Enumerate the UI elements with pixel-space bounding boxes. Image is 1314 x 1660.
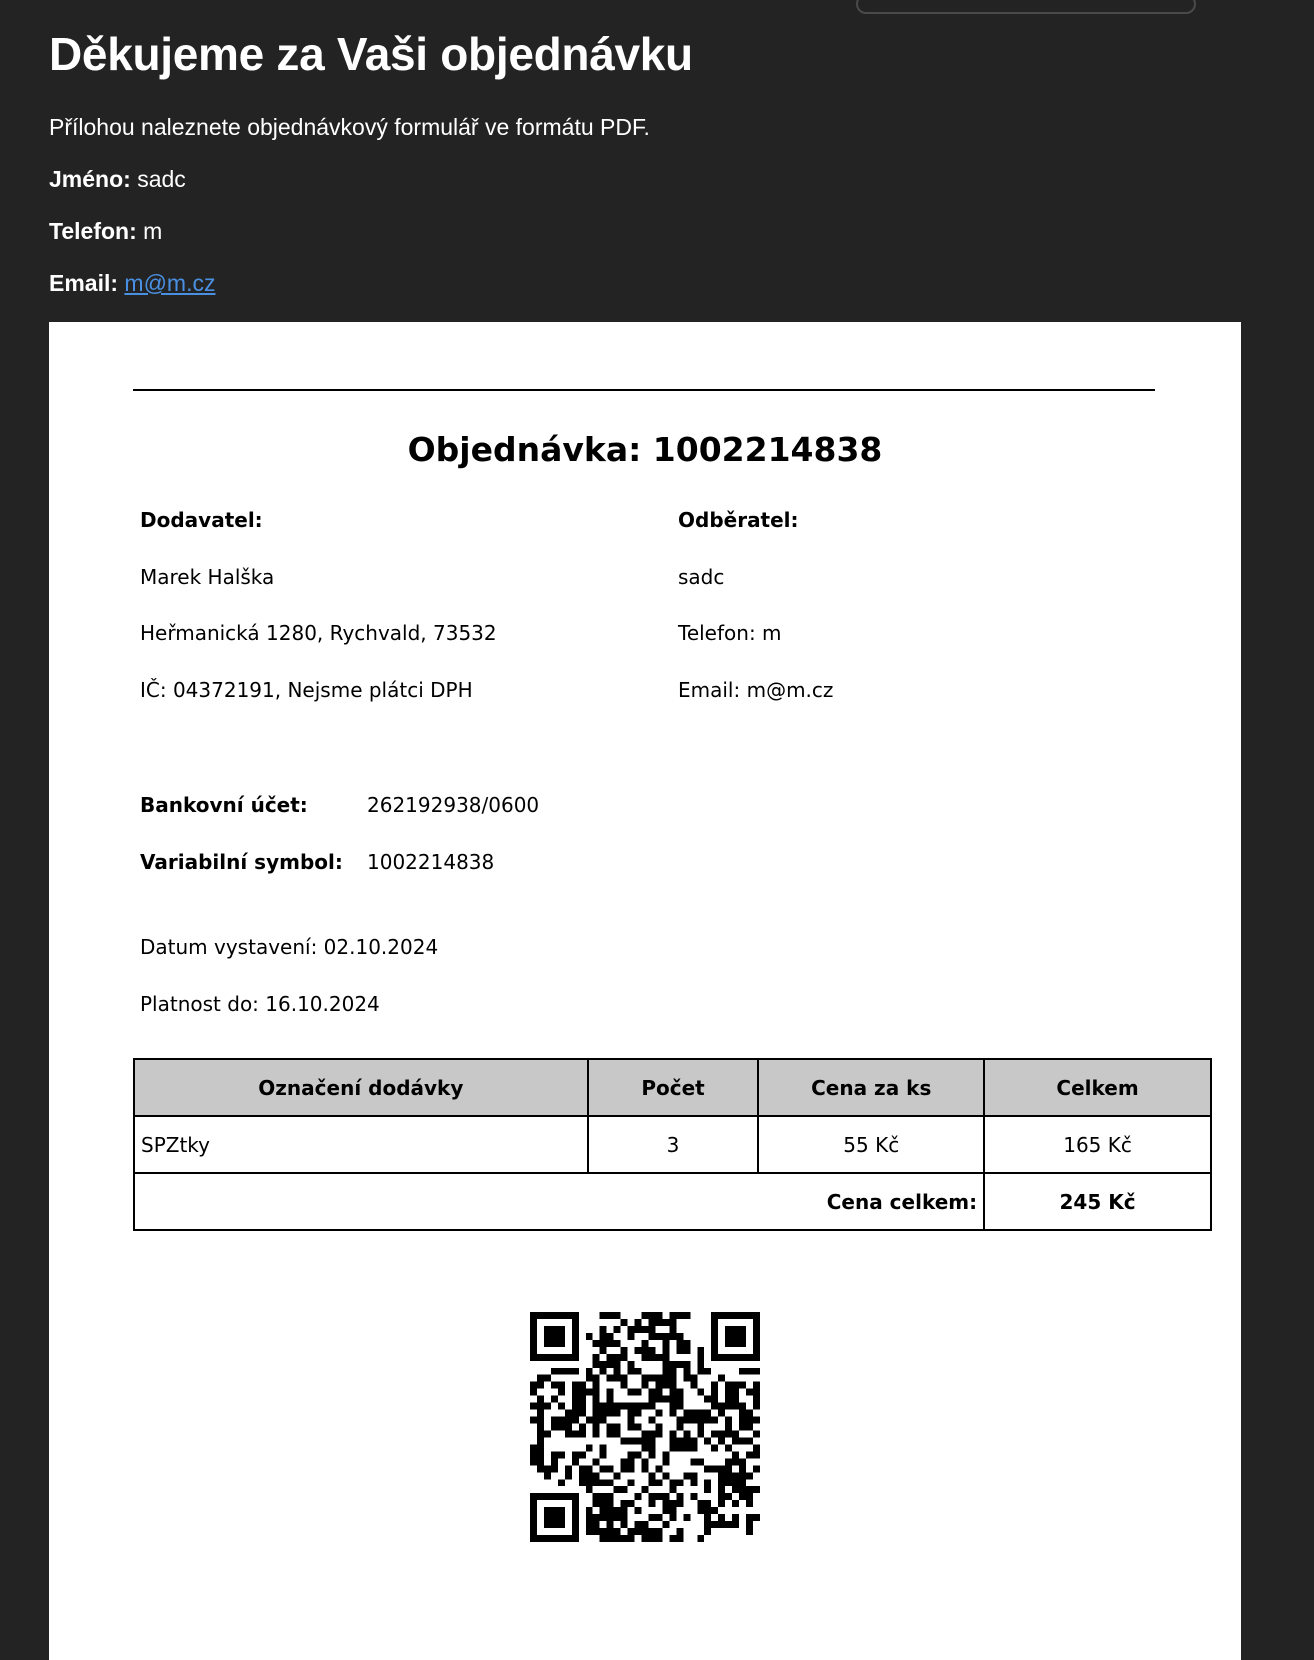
email-link[interactable]: m@m.cz (124, 270, 216, 296)
item-name-cell: SPZtky (134, 1116, 588, 1173)
item-unit-price-cell: 55 Kč (758, 1116, 984, 1173)
email-intro: Přílohou naleznete objednávkový formulář ve formátu PDF. (49, 114, 650, 140)
email-label: Email: (49, 270, 119, 296)
phone-label: Telefon: (49, 218, 137, 244)
customer-phone: Telefon: m (678, 621, 782, 645)
variable-symbol-value: 1002214838 (367, 850, 495, 874)
supplier-label: Dodavatel: (140, 508, 263, 532)
order-document (49, 322, 1241, 1660)
grand-total-label: Cena celkem: (134, 1173, 984, 1230)
order-title: Objednávka: 1002214838 (407, 430, 883, 469)
bank-account-label: Bankovní účet: (140, 793, 308, 817)
supplier-address: Heřmanická 1280, Rychvald, 73532 (140, 621, 497, 645)
supplier-name: Marek Halška (140, 565, 275, 589)
customer-email: Email: m@m.cz (678, 678, 834, 702)
email-header (49, 26, 1249, 296)
column-header-total: Celkem (984, 1059, 1211, 1116)
browser-tab-edge (856, 0, 1196, 14)
item-total-cell: 165 Kč (984, 1116, 1211, 1173)
bank-account-value: 262192938/0600 (367, 793, 540, 817)
customer-name-line (49, 164, 186, 194)
issue-date: Datum vystavení: 02.10.2024 (140, 935, 439, 959)
column-header-item: Označení dodávky (134, 1059, 588, 1116)
customer-email-line (49, 268, 215, 298)
table-header-row (134, 1059, 1211, 1116)
column-header-unit-price: Cena za ks (758, 1059, 984, 1116)
grand-total-value: 245 Kč (984, 1173, 1211, 1230)
variable-symbol-label: Variabilní symbol: (140, 850, 343, 874)
table-row (134, 1116, 1211, 1173)
table-total-row (134, 1173, 1211, 1230)
supplier-ic: IČ: 04372191, Nejsme plátci DPH (140, 678, 473, 702)
horizontal-rule (133, 389, 1155, 391)
order-items-table (133, 1058, 1212, 1231)
customer-phone-line (49, 216, 162, 246)
phone-value: m (143, 218, 163, 244)
payment-qr-code (530, 1312, 760, 1542)
name-label: Jméno: (49, 166, 131, 192)
column-header-count: Počet (588, 1059, 759, 1116)
customer-name: sadc (678, 565, 725, 589)
customer-label: Odběratel: (678, 508, 799, 532)
email-title: Děkujeme za Vaši objednávku (49, 28, 693, 80)
item-count-cell: 3 (588, 1116, 759, 1173)
name-value: sadc (137, 166, 186, 192)
valid-until-date: Platnost do: 16.10.2024 (140, 992, 380, 1016)
